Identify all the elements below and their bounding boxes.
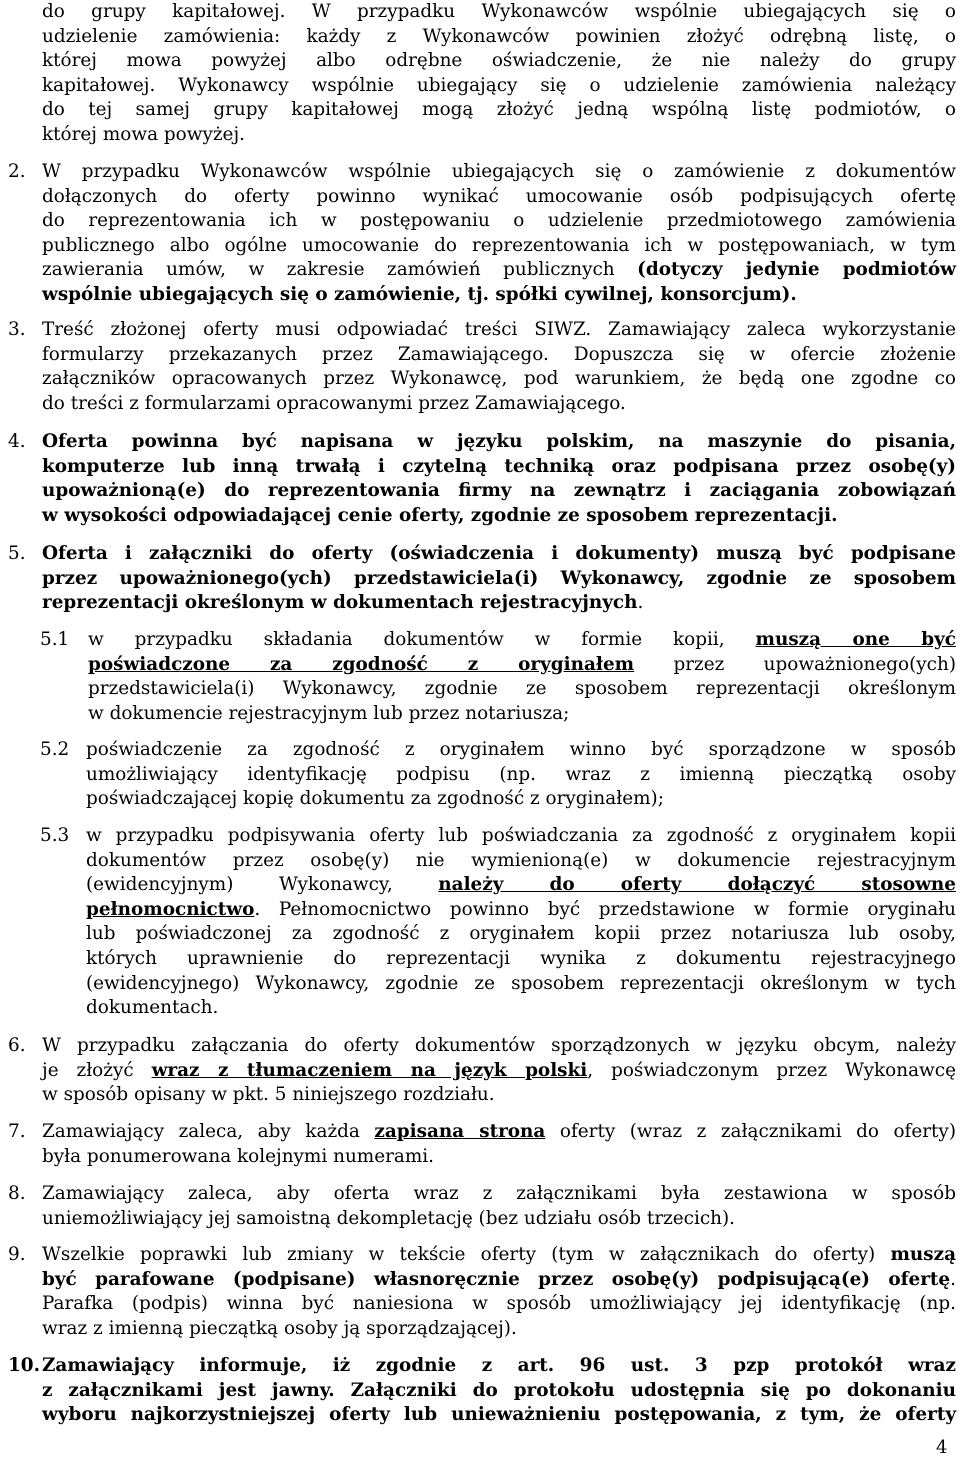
text-line: dołączonych do oferty powinno wynikać umocowanie osób podpisujących ofertę: [42, 185, 956, 207]
text-line: Treść złożonej oferty musi odpowiadać treści SIWZ. Zamawiający zaleca wykorzystanie: [42, 319, 956, 340]
subparagraph-5-1: [88, 628, 956, 726]
text-run: oferty (wraz z załącznikami do oferty): [545, 1121, 956, 1142]
text-line: poświadczenie za zgodność z oryginałem winno być sporządzone w sposób: [86, 739, 956, 760]
text-line: do reprezentowania ich w postępowaniu o udzielenie przedmiotowego zamówienia: [42, 210, 956, 232]
paragraph-8: [42, 1182, 956, 1231]
text-run: .: [950, 1268, 956, 1290]
text-line: do treści z formularzami opracowanymi przez Zamawiającego.: [42, 392, 626, 414]
text-line: kapitałowej. Wykonawcy wspólnie ubiegający się o udzielenie zamówienia należący: [42, 74, 956, 96]
text-line: w przypadku podpisywania oferty lub poświadczania za zgodność z oryginałem kopii: [86, 825, 956, 846]
bold-text-line: przez upoważnionego(ych) przedstawiciela(i) Wykonawcy, zgodnie ze sposobem: [42, 567, 956, 589]
bold-text-line: Oferta powinna być napisana w języku polskim, na maszynie do pisania,: [42, 431, 956, 452]
bold-underlined-text: należy do oferty dołączyć stosowne: [438, 874, 956, 896]
text-line: [88, 628, 956, 653]
paragraph-9: [42, 1243, 956, 1341]
text-line: lub poświadczonej za zgodność z oryginałem kopii przez notariusza lub osoby,: [86, 923, 956, 945]
text-line: dokumentów przez osobę(y) nie wymienioną(e) w dokumencie rejestracyjnym: [86, 849, 956, 871]
paragraph-7: [42, 1120, 956, 1169]
text-line: [42, 1120, 956, 1145]
paragraph-number: 3.: [8, 319, 26, 340]
paragraph-number: 7.: [8, 1121, 26, 1142]
bold-text-line: Zamawiający informuje, iż zgodnie z art. 96 ust. 3 pzp protokół wraz: [42, 1355, 956, 1376]
subparagraph-number: 5.2: [40, 739, 70, 760]
text-line: których uprawnienie do reprezentacji wynika z dokumentu rejestracyjnego: [86, 947, 956, 969]
bold-text: reprezentacji określonym w dokumentach rejestracyjnych: [42, 592, 638, 614]
subparagraph-number: 5.1: [40, 629, 70, 650]
text-line: publicznego albo ogólne umocowanie do reprezentowania ich w postępowaniach, w tym: [42, 234, 956, 256]
bold-underlined-text: poświadczone za zgodność z oryginałem: [88, 653, 635, 675]
text-line: wraz z imienną pieczątką osoby ją sporządzającej).: [42, 1317, 517, 1339]
text-run: w przypadku składania dokumentów w formie kopii,: [88, 629, 756, 650]
paragraph-number: 2.: [8, 161, 26, 182]
text-run: przez upoważnionego(ych): [634, 653, 956, 675]
text-line: poświadczającej kopię dokumentu za zgodność z oryginałem);: [86, 788, 664, 810]
text-line: Parafka (podpis) winna być naniesiona w sposób umożliwiający jej identyfikację (np.: [42, 1293, 956, 1315]
text-line: dokumentach.: [86, 997, 219, 1019]
paragraph-number: 10.: [8, 1355, 40, 1376]
text-line: w dokumencie rejestracyjnym lub przez notariusza;: [88, 702, 570, 724]
text-line: załączników opracowanych przez Wykonawcę, pod warunkiem, że będą one zgodne co: [42, 368, 956, 390]
bold-underlined-text: muszą one być: [755, 629, 957, 650]
paragraph-2: [42, 160, 956, 308]
text-line: (ewidencyjnego) Wykonawcy, zgodnie ze sposobem reprezentacji określonym w tych: [86, 972, 956, 994]
text-run: zawierania umów, w zakresie zamówień publicznych: [42, 259, 638, 281]
bold-text: być parafowane (podpisane) własnoręcznie przez osobę(y) podpisującą(e) ofertę: [42, 1268, 951, 1290]
paragraph-number: 5.: [8, 543, 26, 564]
text-run: .: [637, 592, 644, 614]
text-line: uniemożliwiający jej samoistną dekompletację (bez udziału osób trzecich).: [42, 1207, 736, 1229]
text-line: do grupy kapitałowej. W przypadku Wykonawców wspólnie ubiegających się o: [42, 1, 956, 22]
text-run: je złożyć: [42, 1059, 152, 1081]
text-line: Zamawiający zaleca, aby oferta wraz z załącznikami była zestawiona w sposób: [42, 1183, 956, 1204]
text-line: udzielenie zamówienia: każdy z Wykonawców powinien złożyć odrębną listę, o: [42, 25, 956, 47]
text-line: [42, 258, 956, 283]
text-line: umożliwiający identyfikację podpisu (np. wraz z imienną pieczątką osoby: [86, 763, 956, 785]
paragraph-number: 4.: [8, 431, 26, 452]
subparagraph-5-3: [86, 824, 956, 1021]
text-run: . Pełnomocnictwo powinno być przedstawione w formie oryginału: [254, 898, 956, 920]
subparagraph-number: 5.3: [40, 825, 70, 846]
bold-text-line: w wysokości odpowiadającej cenie oferty, zgodnie ze sposobem reprezentacji.: [42, 504, 838, 526]
text-line: [88, 653, 956, 678]
text-line: której mowa powyżej albo odrębne oświadczenie, że nie należy do grupy: [42, 50, 956, 72]
paragraph-4: [42, 430, 956, 528]
paragraph-6: [42, 1034, 956, 1108]
text-line: formularzy przekazanych przez Zamawiającego. Dopuszcza się w ofercie złożenie: [42, 343, 956, 365]
text-line: była ponumerowana kolejnymi numerami.: [42, 1145, 435, 1167]
paragraph-10: [42, 1354, 956, 1428]
bold-underlined-text: pełnomocnictwo: [86, 898, 255, 920]
paragraph-5: [42, 542, 956, 616]
text-line: [86, 898, 956, 923]
bold-text-line: wspólnie ubiegających się o zamówienie, tj. spółki cywilnej, konsorcjum).: [42, 283, 797, 305]
bold-text-line: Oferta i załączniki do oferty (oświadczenia i dokumenty) muszą być podpisane: [42, 543, 956, 564]
text-line: [86, 873, 956, 898]
bold-text-line: wyboru najkorzystniejszej oferty lub unieważnieniu postępowania, z tym, że oferty: [42, 1404, 956, 1426]
text-line: [42, 591, 956, 616]
text-run: , poświadczonym przez Wykonawcę: [587, 1059, 956, 1081]
bold-underlined-text: wraz z tłumaczeniem na język polski: [151, 1059, 588, 1081]
bold-underlined-text: zapisana strona: [374, 1121, 546, 1142]
text-line: [42, 1243, 956, 1268]
text-line: w sposób opisany w pkt. 5 niniejszego rozdziału.: [42, 1084, 495, 1106]
text-run: Wszelkie poprawki lub zmiany w tekście oferty (tym w załącznikach do oferty): [42, 1244, 891, 1265]
text-line: W przypadku Wykonawców wspólnie ubiegających się o zamówienie z dokumentów: [42, 161, 956, 182]
text-line: W przypadku załączania do oferty dokumentów sporządzonych w języku obcym, należy: [42, 1035, 956, 1056]
paragraph-3: [42, 318, 956, 416]
text-run: Zamawiający zaleca, aby każda: [42, 1121, 375, 1142]
bold-text-line: upoważnioną(e) do reprezentowania firmy na zewnątrz i zaciągania zobowiązań: [42, 480, 956, 502]
text-line: [42, 1268, 956, 1293]
subparagraph-5-2: [86, 738, 956, 812]
paragraph-number: 8.: [8, 1183, 26, 1204]
text-line: przedstawiciela(i) Wykonawcy, zgodnie ze sposobem reprezentacji określonym: [88, 678, 956, 700]
page-number: 4: [936, 1437, 948, 1458]
bold-text-line: z załącznikami jest jawny. Załączniki do protokołu udostępnia się po dokonaniu: [42, 1379, 956, 1401]
paragraph-intro: [42, 0, 956, 148]
paragraph-number: 9.: [8, 1244, 26, 1265]
text-line: [42, 1059, 956, 1084]
text-run: (ewidencyjnym) Wykonawcy,: [86, 874, 439, 896]
bold-text: muszą: [890, 1244, 956, 1265]
text-line: do tej samej grupy kapitałowej mogą złożyć jedną wspólną listę podmiotów, o: [42, 99, 956, 121]
bold-text-line: komputerze lub inną trwałą i czytelną techniką oraz podpisana przez osobę(y): [42, 455, 956, 477]
paragraph-number: 6.: [8, 1035, 26, 1056]
text-line: której mowa powyżej.: [42, 123, 245, 145]
bold-text: (dotyczy jedynie podmiotów: [637, 259, 956, 281]
